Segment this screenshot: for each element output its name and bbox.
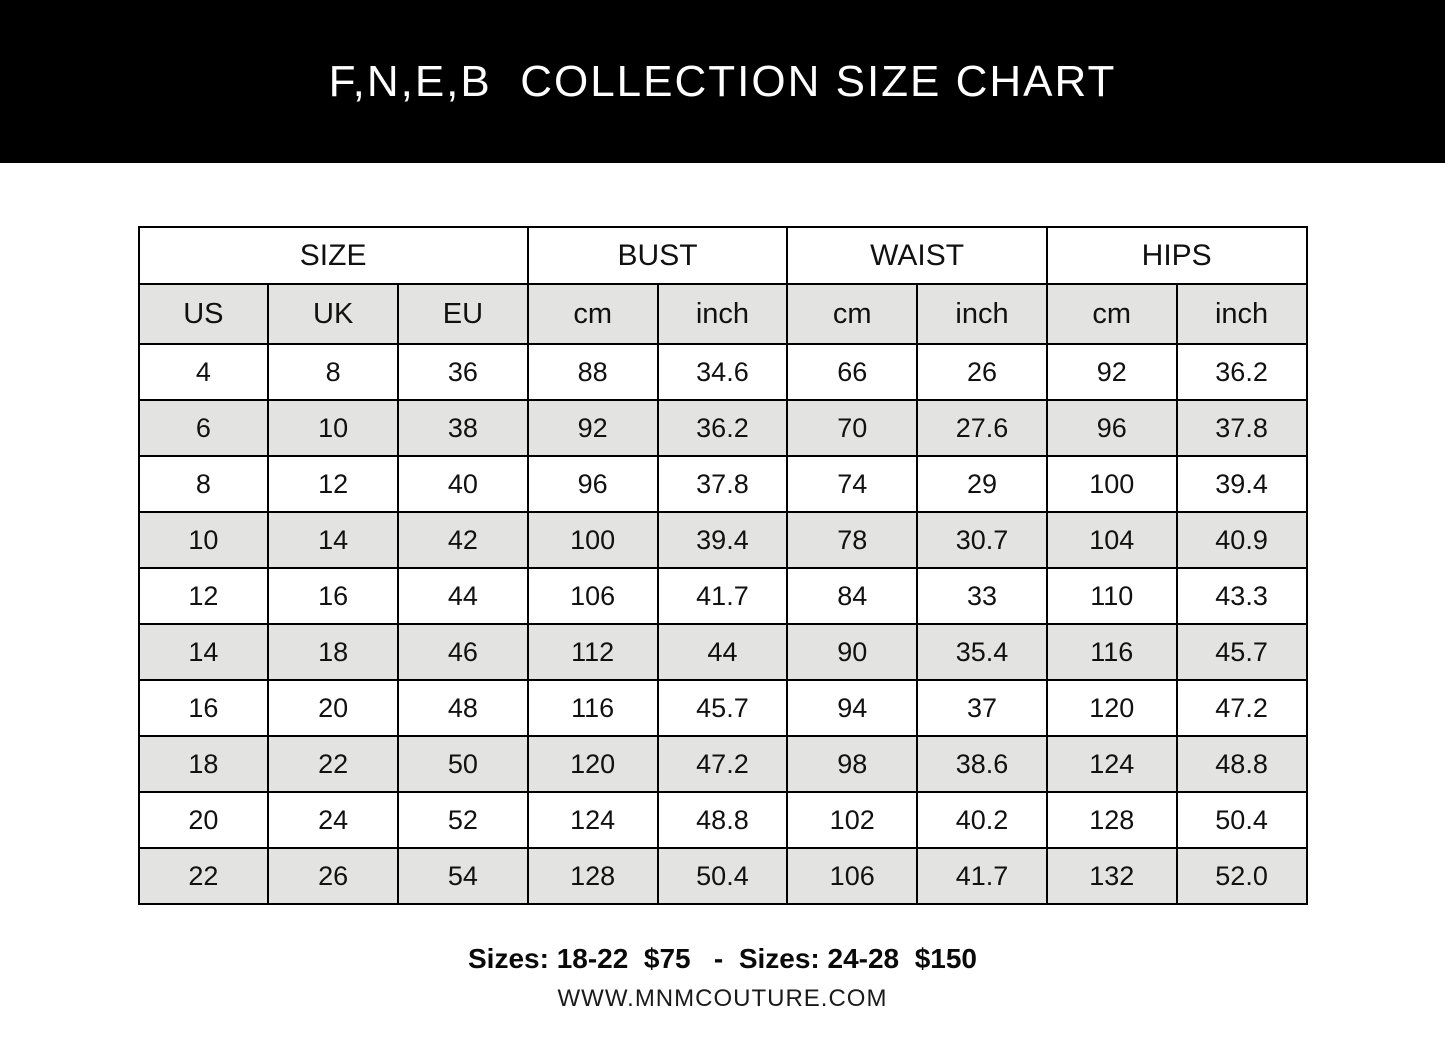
table-cell: 92 <box>528 400 658 456</box>
table-cell: 84 <box>787 568 917 624</box>
table-cell: 66 <box>787 344 917 400</box>
table-cell: 14 <box>268 512 398 568</box>
table-cell: 70 <box>787 400 917 456</box>
table-cell: 18 <box>139 736 269 792</box>
column-group-row <box>139 227 1307 284</box>
table-cell: 36 <box>398 344 528 400</box>
table-cell: 106 <box>528 568 658 624</box>
sub-header-us: US <box>139 284 269 344</box>
table-cell: 36.2 <box>1177 344 1307 400</box>
sub-header-hips-inch: inch <box>1177 284 1307 344</box>
table-cell: 8 <box>268 344 398 400</box>
table-cell: 34.6 <box>658 344 788 400</box>
table-cell: 47.2 <box>658 736 788 792</box>
table-cell: 20 <box>139 792 269 848</box>
table-cell: 27.6 <box>917 400 1047 456</box>
table-cell: 110 <box>1047 568 1177 624</box>
table-row <box>139 512 1307 568</box>
website-text: WWW.MNMCOUTURE.COM <box>557 985 888 1012</box>
table-cell: 22 <box>268 736 398 792</box>
table-cell: 88 <box>528 344 658 400</box>
table-cell: 43.3 <box>1177 568 1307 624</box>
column-group-bust: BUST <box>528 227 788 284</box>
table-cell: 96 <box>528 456 658 512</box>
table-cell: 30.7 <box>917 512 1047 568</box>
table-row <box>139 792 1307 848</box>
column-group-waist: WAIST <box>787 227 1047 284</box>
table-row <box>139 624 1307 680</box>
table-cell: 52 <box>398 792 528 848</box>
column-group-hips: HIPS <box>1047 227 1307 284</box>
table-cell: 124 <box>528 792 658 848</box>
table-cell: 104 <box>1047 512 1177 568</box>
table-cell: 16 <box>268 568 398 624</box>
page-title: F,N,E,B COLLECTION SIZE CHART <box>328 56 1117 106</box>
table-row <box>139 456 1307 512</box>
table-cell: 46 <box>398 624 528 680</box>
table-cell: 6 <box>139 400 269 456</box>
table-cell: 33 <box>917 568 1047 624</box>
table-cell: 116 <box>528 680 658 736</box>
size-chart <box>138 226 1308 905</box>
sub-header-uk: UK <box>268 284 398 344</box>
table-cell: 36.2 <box>658 400 788 456</box>
table-cell: 128 <box>1047 792 1177 848</box>
table-cell: 100 <box>1047 456 1177 512</box>
table-cell: 50.4 <box>658 848 788 904</box>
sub-header-waist-cm: cm <box>787 284 917 344</box>
table-row <box>139 344 1307 400</box>
table-cell: 44 <box>398 568 528 624</box>
table-cell: 52.0 <box>1177 848 1307 904</box>
table-row <box>139 680 1307 736</box>
table-cell: 116 <box>1047 624 1177 680</box>
table-cell: 120 <box>1047 680 1177 736</box>
table-cell: 40.9 <box>1177 512 1307 568</box>
table-cell: 40.2 <box>917 792 1047 848</box>
table-cell: 12 <box>139 568 269 624</box>
table-cell: 12 <box>268 456 398 512</box>
table-cell: 96 <box>1047 400 1177 456</box>
table-cell: 45.7 <box>658 680 788 736</box>
sub-header-waist-inch: inch <box>917 284 1047 344</box>
table-cell: 100 <box>528 512 658 568</box>
table-cell: 98 <box>787 736 917 792</box>
table-cell: 124 <box>1047 736 1177 792</box>
table-cell: 54 <box>398 848 528 904</box>
pricing-text: Sizes: 18-22 $75 - Sizes: 24-28 $150 <box>468 943 977 974</box>
table-cell: 37.8 <box>1177 400 1307 456</box>
table-cell: 18 <box>268 624 398 680</box>
table-cell: 38 <box>398 400 528 456</box>
table-cell: 42 <box>398 512 528 568</box>
table-cell: 50 <box>398 736 528 792</box>
table-cell: 92 <box>1047 344 1177 400</box>
table-cell: 44 <box>658 624 788 680</box>
table-cell: 74 <box>787 456 917 512</box>
sub-header-bust-inch: inch <box>658 284 788 344</box>
table-cell: 90 <box>787 624 917 680</box>
column-group-size: SIZE <box>139 227 528 284</box>
table-cell: 22 <box>139 848 269 904</box>
table-cell: 4 <box>139 344 269 400</box>
table-cell: 50.4 <box>1177 792 1307 848</box>
table-cell: 41.7 <box>917 848 1047 904</box>
table-cell: 48.8 <box>658 792 788 848</box>
table-cell: 26 <box>268 848 398 904</box>
table-cell: 120 <box>528 736 658 792</box>
sub-header-row <box>139 284 1307 344</box>
table-cell: 128 <box>528 848 658 904</box>
size-table <box>138 226 1308 905</box>
title-banner <box>0 0 1445 163</box>
sub-header-hips-cm: cm <box>1047 284 1177 344</box>
table-cell: 39.4 <box>1177 456 1307 512</box>
table-cell: 48 <box>398 680 528 736</box>
table-cell: 48.8 <box>1177 736 1307 792</box>
table-row <box>139 848 1307 904</box>
sub-header-bust-cm: cm <box>528 284 658 344</box>
table-cell: 10 <box>268 400 398 456</box>
table-cell: 16 <box>139 680 269 736</box>
table-cell: 10 <box>139 512 269 568</box>
table-cell: 14 <box>139 624 269 680</box>
table-cell: 112 <box>528 624 658 680</box>
sub-header-eu: EU <box>398 284 528 344</box>
size-table-body <box>139 344 1307 904</box>
table-cell: 39.4 <box>658 512 788 568</box>
table-cell: 102 <box>787 792 917 848</box>
table-cell: 35.4 <box>917 624 1047 680</box>
table-cell: 40 <box>398 456 528 512</box>
table-cell: 132 <box>1047 848 1177 904</box>
table-cell: 37 <box>917 680 1047 736</box>
table-row <box>139 736 1307 792</box>
footer <box>0 943 1445 1013</box>
table-cell: 29 <box>917 456 1047 512</box>
table-cell: 47.2 <box>1177 680 1307 736</box>
table-cell: 94 <box>787 680 917 736</box>
table-cell: 24 <box>268 792 398 848</box>
table-cell: 41.7 <box>658 568 788 624</box>
table-cell: 26 <box>917 344 1047 400</box>
table-cell: 20 <box>268 680 398 736</box>
table-cell: 106 <box>787 848 917 904</box>
table-cell: 37.8 <box>658 456 788 512</box>
table-cell: 8 <box>139 456 269 512</box>
table-cell: 78 <box>787 512 917 568</box>
table-cell: 38.6 <box>917 736 1047 792</box>
table-cell: 45.7 <box>1177 624 1307 680</box>
table-row <box>139 568 1307 624</box>
table-row <box>139 400 1307 456</box>
